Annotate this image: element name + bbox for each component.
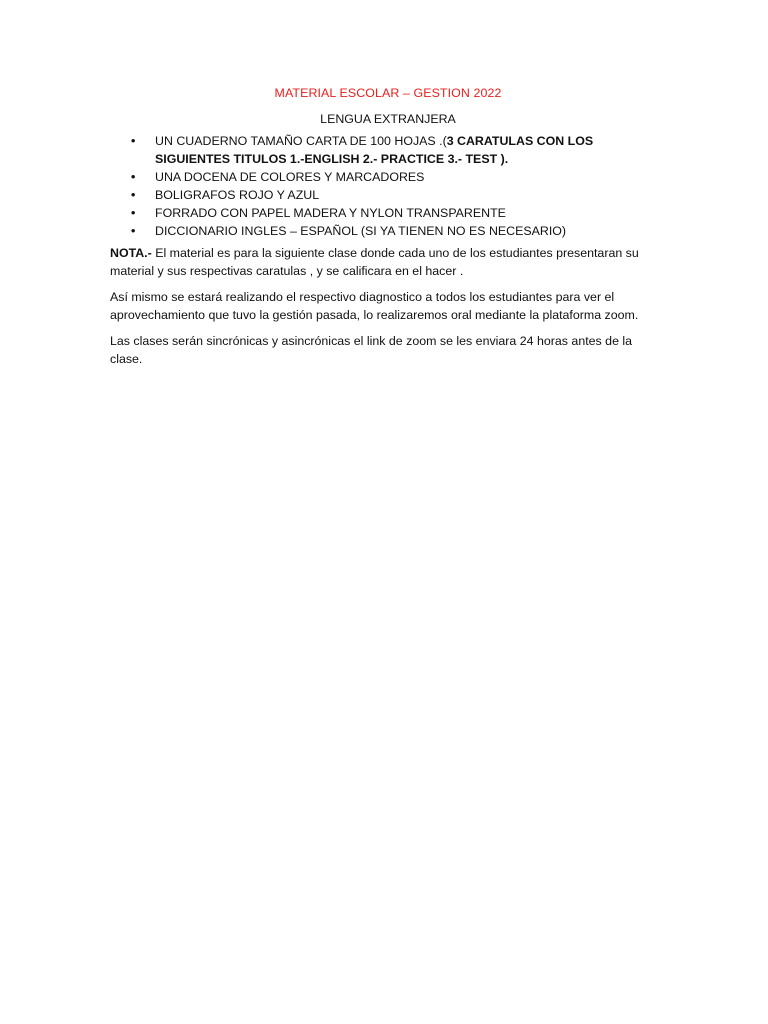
- note-text: El material es para la siguiente clase donde cada uno de los estudiantes presentaran su material y sus respectivas caratulas , y se calificara en el hacer .: [110, 246, 639, 278]
- materials-list: [110, 132, 666, 240]
- diagnostic-paragraph: Así mismo se estará realizando el respectivo diagnostico a todos los estudiantes para ver el aprovechamiento que tuvo la gestión pasada, lo realizaremos oral mediante la plataforma zoom.: [110, 290, 639, 322]
- list-item: [110, 168, 666, 186]
- note-label: NOTA.-: [110, 246, 152, 260]
- document-content: [110, 84, 666, 376]
- classes-paragraph: Las clases serán sincrónicas y asincrónicas el link de zoom se les enviara 24 horas antes de la clase.: [110, 334, 633, 366]
- note-paragraph: [110, 244, 666, 280]
- list-item-text: UN CUADERNO TAMAÑO CARTA DE 100 HOJAS .(: [155, 134, 447, 148]
- bullet-icon: •: [131, 224, 136, 238]
- list-item-text: BOLIGRAFOS ROJO Y AZUL: [155, 188, 320, 202]
- bullet-icon: •: [131, 188, 136, 202]
- document-title: MATERIAL ESCOLAR – GESTION 2022: [274, 86, 502, 100]
- list-item: [110, 186, 666, 204]
- document-subtitle: LENGUA EXTRANJERA: [320, 112, 456, 126]
- list-item: [110, 132, 666, 168]
- list-item-text: DICCIONARIO INGLES – ESPAÑOL (SI YA TIENEN NO ES NECESARIO): [155, 224, 567, 238]
- bullet-icon: •: [131, 134, 136, 148]
- bullet-icon: •: [131, 206, 136, 220]
- list-item-text: FORRADO CON PAPEL MADERA Y NYLON TRANSPARENTE: [155, 206, 506, 220]
- list-item: [110, 222, 666, 240]
- list-item-text: UNA DOCENA DE COLORES Y MARCADORES: [155, 170, 425, 184]
- list-item-bold-text: 3 CARATULAS CON LOS SIGUIENTES TITULOS 1.-ENGLISH 2.- PRACTICE 3.- TEST ).: [155, 134, 594, 166]
- bullet-icon: •: [131, 170, 136, 184]
- list-item: [110, 204, 666, 222]
